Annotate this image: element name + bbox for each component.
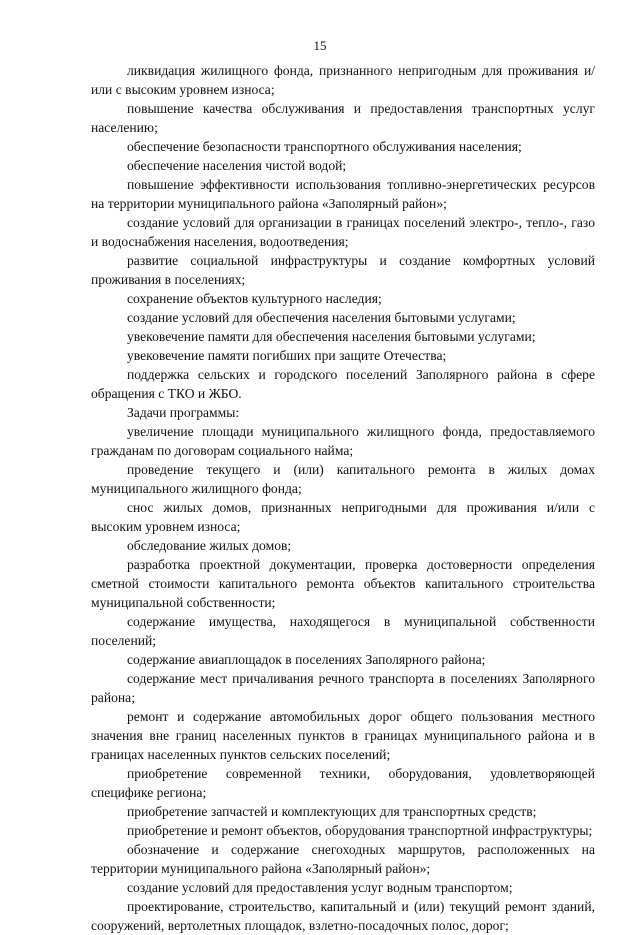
body-text: [91, 61, 595, 935]
paragraph: увековечение памяти погибших при защите Отечества;: [127, 348, 447, 363]
paragraph: повышение эффективности использования топливно-энергетических ресурсов на территории муниципального района «Заполярный район»;: [91, 177, 595, 211]
paragraph: создание условий для обеспечения населения бытовыми услугами;: [127, 310, 516, 325]
paragraph: проведение текущего и (или) капитального ремонта в жилых домах муниципального жилищного фонда;: [91, 462, 595, 496]
paragraph: снос жилых домов, признанных непригодными для проживания и/или с высоким уровнем износа;: [91, 500, 595, 534]
paragraph: развитие социальной инфраструктуры и создание комфортных условий проживания в поселениях;: [91, 253, 595, 287]
paragraph: обеспечение населения чистой водой;: [127, 158, 347, 173]
paragraph: приобретение и ремонт объектов, оборудования транспортной инфраструктуры;: [127, 823, 593, 838]
paragraph: содержание имущества, находящегося в муниципальной собственности поселений;: [91, 614, 595, 648]
paragraph: обозначение и содержание снегоходных маршрутов, расположенных на территории муниципального района «Заполярный район»;: [91, 842, 595, 876]
paragraph: приобретение современной техники, оборудования, удовлетворяющей специфике региона;: [91, 766, 595, 800]
paragraph: содержание авиаплощадок в поселениях Заполярного района;: [127, 652, 486, 667]
paragraph: создание условий для предоставления услуг водным транспортом;: [127, 880, 513, 895]
paragraph: проектирование, строительство, капитальный и (или) текущий ремонт зданий, сооружений, вертолетных площадок, взлетно-посадочных полос, дорог;: [91, 899, 595, 933]
paragraph: повышение качества обслуживания и предоставления транспортных услуг населению;: [91, 101, 595, 135]
paragraph: увеличение площади муниципального жилищного фонда, предоставляемого гражданам по договорам социального найма;: [91, 424, 595, 458]
paragraph: разработка проектной документации, проверка достоверности определения сметной стоимости капитального ремонта объектов капитального строительства муниципальной собственности;: [91, 557, 595, 610]
page-number: 15: [313, 38, 327, 53]
paragraph: приобретение запчастей и комплектующих для транспортных средств;: [127, 804, 537, 819]
paragraph: содержание мест причаливания речного транспорта в поселениях Заполярного района;: [91, 671, 595, 705]
paragraph: обеспечение безопасности транспортного обслуживания населения;: [127, 139, 522, 154]
paragraph: ремонт и содержание автомобильных дорог общего пользования местного значения вне границ населенных пунктов в границах муниципального района и в границах населенных пунктов сельских поселений;: [91, 709, 595, 762]
paragraph: увековечение памяти для обеспечения населения бытовыми услугами;: [127, 329, 536, 344]
paragraph: сохранение объектов культурного наследия;: [127, 291, 382, 306]
paragraph: создание условий для организации в границах поселений электро-, тепло-, газо и водоснабжения населения, водоотведения;: [91, 215, 595, 249]
paragraph: обследование жилых домов;: [127, 538, 292, 553]
section-heading: Задачи программы:: [127, 405, 240, 420]
paragraph: поддержка сельских и городского поселений Заполярного района в сфере обращения с ТКО и ЖБО.: [91, 367, 595, 401]
paragraph: ликвидация жилищного фонда, признанного непригодным для проживания и/или с высоким уровнем износа;: [91, 63, 595, 97]
